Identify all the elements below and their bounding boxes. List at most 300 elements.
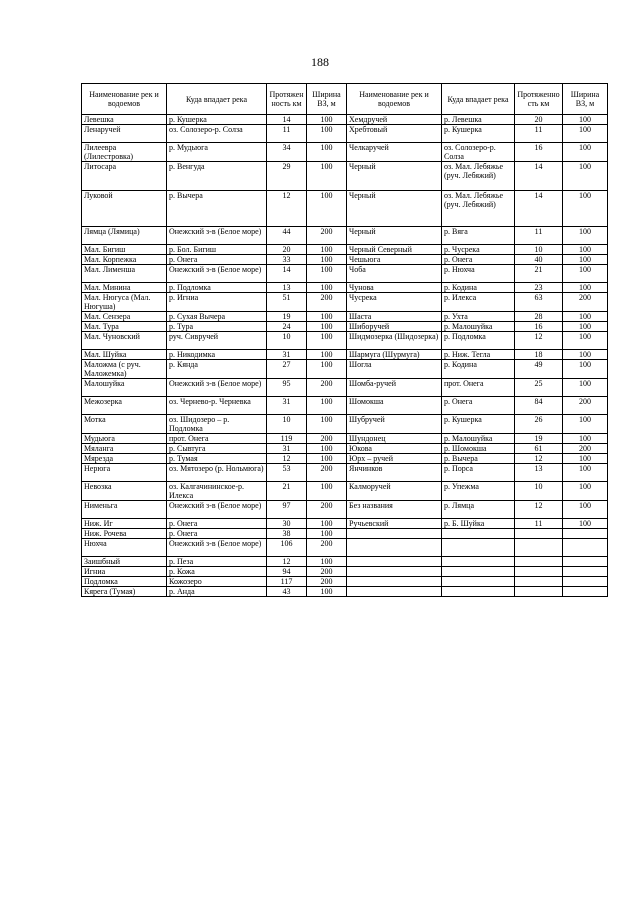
right-flows-into: оз. Мал. Лебяжье (руч. Лебяжий) [442, 191, 515, 227]
left-river-name: Межозерка [82, 397, 167, 415]
right-length-km [515, 529, 563, 539]
left-length-km: 117 [267, 577, 307, 587]
right-length-km: 18 [515, 350, 563, 360]
right-river-name: Калморучей [347, 482, 442, 501]
right-length-km: 49 [515, 360, 563, 379]
left-flows-into: р. Игниа [167, 293, 267, 312]
left-flows-into: р. Никодимка [167, 350, 267, 360]
right-width-m: 100 [563, 162, 608, 191]
left-width-m: 200 [307, 539, 347, 557]
table-row [82, 444, 608, 454]
left-length-km: 29 [267, 162, 307, 191]
header-length: Протяженность км [267, 84, 307, 115]
table-row [82, 529, 608, 539]
rivers-table [81, 83, 608, 597]
left-width-m: 200 [307, 464, 347, 482]
right-river-name: Черный [347, 227, 442, 245]
right-width-m: 200 [563, 397, 608, 415]
left-width-m: 200 [307, 501, 347, 519]
right-river-name: Чусрека [347, 293, 442, 312]
left-length-km: 27 [267, 360, 307, 379]
left-width-m: 100 [307, 360, 347, 379]
right-flows-into: р. Онега [442, 397, 515, 415]
left-width-m: 200 [307, 577, 347, 587]
left-flows-into: Онежский з-в (Белое море) [167, 379, 267, 397]
table-row [82, 332, 608, 350]
table-row [82, 454, 608, 464]
right-length-km: 11 [515, 125, 563, 143]
right-river-name: Шаста [347, 312, 442, 322]
right-width-m: 100 [563, 115, 608, 125]
left-river-name: Мудьюга [82, 434, 167, 444]
right-flows-into [442, 587, 515, 597]
right-width-m [563, 567, 608, 577]
right-river-name: Шогла [347, 360, 442, 379]
left-river-name: Ленаручей [82, 125, 167, 143]
table-header-row [82, 84, 608, 115]
header-width: Ширина ВЗ, м [307, 84, 347, 115]
left-flows-into: р. Мудьюга [167, 143, 267, 162]
right-flows-into [442, 577, 515, 587]
left-river-name: Ниж. Иг [82, 519, 167, 529]
header-flows-into: Куда впадает река [167, 84, 267, 115]
left-length-km: 44 [267, 227, 307, 245]
table-row [82, 539, 608, 557]
right-flows-into: р. Чусрека [442, 245, 515, 255]
right-flows-into: р. Кушерка [442, 125, 515, 143]
table-row [82, 482, 608, 501]
left-width-m: 100 [307, 162, 347, 191]
table-row [82, 227, 608, 245]
left-river-name: Игниа [82, 567, 167, 577]
left-width-m: 100 [307, 529, 347, 539]
right-river-name: Черный Северный [347, 245, 442, 255]
left-flows-into: Онежский з-в (Белое море) [167, 265, 267, 283]
left-river-name: Лямца (Лямица) [82, 227, 167, 245]
right-width-m: 100 [563, 143, 608, 162]
left-length-km: 95 [267, 379, 307, 397]
right-length-km: 26 [515, 415, 563, 434]
table-row [82, 125, 608, 143]
right-width-m: 200 [563, 293, 608, 312]
left-river-name: Подломка [82, 577, 167, 587]
left-width-m: 100 [307, 115, 347, 125]
table-row [82, 255, 608, 265]
right-flows-into: р. Б. Шуйка [442, 519, 515, 529]
table-row [82, 143, 608, 162]
right-flows-into: р. Кодина [442, 283, 515, 293]
left-width-m: 200 [307, 379, 347, 397]
right-river-name: Шундонец [347, 434, 442, 444]
right-river-name [347, 529, 442, 539]
right-river-name: Юкова [347, 444, 442, 454]
left-flows-into: оз. Мятозеро (р. Нольмюга) [167, 464, 267, 482]
left-flows-into: р. Кянда [167, 360, 267, 379]
left-river-name: Малошуйка [82, 379, 167, 397]
right-length-km: 40 [515, 255, 563, 265]
header-name: Наименование рек и водоемов [347, 84, 442, 115]
right-width-m: 100 [563, 501, 608, 519]
right-width-m: 100 [563, 125, 608, 143]
left-width-m: 200 [307, 293, 347, 312]
right-length-km [515, 539, 563, 557]
left-width-m: 100 [307, 322, 347, 332]
left-length-km: 119 [267, 434, 307, 444]
right-river-name: Шомба-ручей [347, 379, 442, 397]
left-flows-into: р. Сухая Вычера [167, 312, 267, 322]
table-row [82, 397, 608, 415]
right-river-name: Шиборучей [347, 322, 442, 332]
left-river-name: Нюхча [82, 539, 167, 557]
right-width-m: 200 [563, 444, 608, 454]
right-river-name [347, 557, 442, 567]
right-length-km: 12 [515, 332, 563, 350]
left-flows-into: р. Кожа [167, 567, 267, 577]
right-river-name: Шидмозерка (Шидозерка) [347, 332, 442, 350]
right-width-m: 100 [563, 434, 608, 444]
right-flows-into [442, 567, 515, 577]
left-length-km: 14 [267, 265, 307, 283]
left-length-km: 31 [267, 397, 307, 415]
left-width-m: 100 [307, 143, 347, 162]
right-length-km: 10 [515, 245, 563, 255]
left-flows-into: р. Онега [167, 519, 267, 529]
left-length-km: 94 [267, 567, 307, 577]
right-width-m: 100 [563, 415, 608, 434]
left-river-name: Мотка [82, 415, 167, 434]
left-river-name: Ниж. Рочева [82, 529, 167, 539]
right-length-km [515, 567, 563, 577]
table-row [82, 265, 608, 283]
left-river-name: Заишбный [82, 557, 167, 567]
left-river-name: Мал. Нюгуса (Мал. Нюгуша) [82, 293, 167, 312]
right-length-km: 14 [515, 191, 563, 227]
right-flows-into: р. Ухта [442, 312, 515, 322]
right-river-name: Без названия [347, 501, 442, 519]
right-length-km: 16 [515, 143, 563, 162]
right-river-name: Хребтовый [347, 125, 442, 143]
right-length-km: 21 [515, 265, 563, 283]
right-length-km: 63 [515, 293, 563, 312]
right-river-name: Ручьевский [347, 519, 442, 529]
right-length-km: 16 [515, 322, 563, 332]
right-width-m [563, 557, 608, 567]
right-width-m: 100 [563, 255, 608, 265]
right-flows-into [442, 529, 515, 539]
table-row [82, 283, 608, 293]
right-flows-into: р. Упежма [442, 482, 515, 501]
right-width-m: 100 [563, 350, 608, 360]
table-row [82, 567, 608, 577]
right-river-name: Челкаручей [347, 143, 442, 162]
left-flows-into: р. Тура [167, 322, 267, 332]
left-length-km: 43 [267, 587, 307, 597]
left-river-name: Лилеевра (Лилестровка) [82, 143, 167, 162]
left-length-km: 97 [267, 501, 307, 519]
table-row [82, 587, 608, 597]
right-length-km [515, 577, 563, 587]
right-length-km: 28 [515, 312, 563, 322]
right-flows-into: р. Нюхча [442, 265, 515, 283]
right-length-km: 14 [515, 162, 563, 191]
left-flows-into: оз. Калгачининское-р. Илекса [167, 482, 267, 501]
left-flows-into: р. Венгуда [167, 162, 267, 191]
left-width-m: 100 [307, 312, 347, 322]
left-flows-into: руч. Сивручей [167, 332, 267, 350]
right-width-m [563, 529, 608, 539]
table-row [82, 501, 608, 519]
right-river-name: Шубручей [347, 415, 442, 434]
left-river-name: Мярезда [82, 454, 167, 464]
left-river-name: Мал. Бигиш [82, 245, 167, 255]
right-flows-into [442, 539, 515, 557]
left-length-km: 19 [267, 312, 307, 322]
left-width-m: 100 [307, 191, 347, 227]
right-width-m: 100 [563, 227, 608, 245]
right-river-name: Шомокша [347, 397, 442, 415]
table-row [82, 191, 608, 227]
table-row [82, 577, 608, 587]
right-width-m: 100 [563, 191, 608, 227]
right-length-km: 23 [515, 283, 563, 293]
table-row [82, 379, 608, 397]
left-width-m: 100 [307, 557, 347, 567]
left-river-name: Мал. Лименша [82, 265, 167, 283]
left-river-name: Левешка [82, 115, 167, 125]
right-length-km: 61 [515, 444, 563, 454]
right-river-name: Чоба [347, 265, 442, 283]
right-length-km: 11 [515, 227, 563, 245]
right-width-m: 100 [563, 454, 608, 464]
right-length-km [515, 557, 563, 567]
right-river-name [347, 577, 442, 587]
left-flows-into: р. Тумая [167, 454, 267, 464]
right-river-name: Хемдручей [347, 115, 442, 125]
left-river-name: Кярега (Тумая) [82, 587, 167, 597]
right-width-m: 100 [563, 332, 608, 350]
table-row [82, 293, 608, 312]
left-river-name: Мал. Чуновский [82, 332, 167, 350]
right-width-m: 100 [563, 482, 608, 501]
right-width-m: 100 [563, 519, 608, 529]
left-flows-into: оз. Солозеро-р. Солза [167, 125, 267, 143]
left-width-m: 100 [307, 283, 347, 293]
table-row [82, 360, 608, 379]
right-flows-into: р. Малошуйка [442, 322, 515, 332]
right-river-name [347, 587, 442, 597]
right-river-name: Шармуга (Шурмуга) [347, 350, 442, 360]
left-river-name: Луковой [82, 191, 167, 227]
right-river-name: Чешьюга [347, 255, 442, 265]
left-width-m: 100 [307, 519, 347, 529]
right-river-name: Черный [347, 162, 442, 191]
left-length-km: 24 [267, 322, 307, 332]
left-length-km: 34 [267, 143, 307, 162]
left-length-km: 106 [267, 539, 307, 557]
table-row [82, 322, 608, 332]
left-width-m: 100 [307, 350, 347, 360]
right-river-name: Юрх – ручей [347, 454, 442, 464]
right-length-km: 12 [515, 454, 563, 464]
left-flows-into: Онежский з-в (Белое море) [167, 501, 267, 519]
right-width-m [563, 577, 608, 587]
left-width-m: 100 [307, 255, 347, 265]
left-length-km: 12 [267, 454, 307, 464]
right-river-name: Янчинков [347, 464, 442, 482]
right-length-km: 20 [515, 115, 563, 125]
right-river-name [347, 539, 442, 557]
right-river-name: Черный [347, 191, 442, 227]
right-width-m: 100 [563, 360, 608, 379]
right-length-km: 25 [515, 379, 563, 397]
left-width-m: 100 [307, 587, 347, 597]
left-length-km: 20 [267, 245, 307, 255]
left-flows-into: Онежский з-в (Белое море) [167, 227, 267, 245]
left-width-m: 100 [307, 415, 347, 434]
header-width: Ширина ВЗ, м [563, 84, 608, 115]
table-row [82, 115, 608, 125]
right-flows-into: р. Порса [442, 464, 515, 482]
left-width-m: 200 [307, 567, 347, 577]
left-width-m: 100 [307, 245, 347, 255]
left-flows-into: р. Бол. Бигиш [167, 245, 267, 255]
left-flows-into: р. Кушерка [167, 115, 267, 125]
left-length-km: 12 [267, 191, 307, 227]
left-flows-into: оз. Шидозеро – р. Подломка [167, 415, 267, 434]
left-width-m: 100 [307, 444, 347, 454]
right-width-m: 100 [563, 265, 608, 283]
left-length-km: 30 [267, 519, 307, 529]
left-flows-into: Кожозеро [167, 577, 267, 587]
left-length-km: 11 [267, 125, 307, 143]
page-number: 188 [311, 55, 329, 69]
table-row [82, 557, 608, 567]
right-width-m [563, 587, 608, 597]
left-length-km: 10 [267, 415, 307, 434]
right-width-m [563, 539, 608, 557]
right-length-km: 11 [515, 519, 563, 529]
left-length-km: 51 [267, 293, 307, 312]
left-flows-into: оз. Чернево-р. Черневка [167, 397, 267, 415]
left-width-m: 100 [307, 265, 347, 283]
left-length-km: 14 [267, 115, 307, 125]
left-river-name: Мяланга [82, 444, 167, 454]
right-flows-into: р. Кушерка [442, 415, 515, 434]
left-length-km: 53 [267, 464, 307, 482]
left-length-km: 13 [267, 283, 307, 293]
right-length-km [515, 587, 563, 597]
table-row [82, 245, 608, 255]
left-width-m: 200 [307, 434, 347, 444]
right-flows-into: оз. Солозеро-р. Солза [442, 143, 515, 162]
left-flows-into: р. Онега [167, 255, 267, 265]
right-flows-into: р. Ниж. Тегла [442, 350, 515, 360]
right-length-km: 12 [515, 501, 563, 519]
left-flows-into: р. Онега [167, 529, 267, 539]
left-width-m: 100 [307, 454, 347, 464]
right-length-km: 19 [515, 434, 563, 444]
left-river-name: Мал. Минина [82, 283, 167, 293]
right-river-name [347, 567, 442, 577]
left-flows-into: р. Подломка [167, 283, 267, 293]
table-row [82, 464, 608, 482]
table-row [82, 312, 608, 322]
right-width-m: 100 [563, 245, 608, 255]
left-width-m: 100 [307, 482, 347, 501]
left-river-name: Мал. Шуйка [82, 350, 167, 360]
left-flows-into: р. Анда [167, 587, 267, 597]
right-flows-into: р. Илекса [442, 293, 515, 312]
right-width-m: 100 [563, 283, 608, 293]
header-name: Наименование рек и водоемов [82, 84, 167, 115]
right-flows-into: р. Онега [442, 255, 515, 265]
left-river-name: Нименьга [82, 501, 167, 519]
left-flows-into: р. Сывтуга [167, 444, 267, 454]
left-river-name: Мал. Сензера [82, 312, 167, 322]
right-flows-into: р. Вычера [442, 454, 515, 464]
right-width-m: 100 [563, 312, 608, 322]
left-length-km: 33 [267, 255, 307, 265]
left-length-km: 10 [267, 332, 307, 350]
right-length-km: 13 [515, 464, 563, 482]
right-width-m: 100 [563, 464, 608, 482]
left-length-km: 12 [267, 557, 307, 567]
left-width-m: 100 [307, 332, 347, 350]
left-width-m: 200 [307, 227, 347, 245]
left-river-name: Мал. Тура [82, 322, 167, 332]
right-flows-into: оз. Мал. Лебяжье (руч. Лебяжий) [442, 162, 515, 191]
left-length-km: 38 [267, 529, 307, 539]
right-length-km: 84 [515, 397, 563, 415]
right-flows-into: р. Вяга [442, 227, 515, 245]
header-flows-into: Куда впадает река [442, 84, 515, 115]
left-flows-into: Онежский з-в (Белое море) [167, 539, 267, 557]
table-row [82, 415, 608, 434]
right-river-name: Чунова [347, 283, 442, 293]
right-flows-into: р. Шомокша [442, 444, 515, 454]
left-flows-into: р. Вычера [167, 191, 267, 227]
left-river-name: Мал. Корпежка [82, 255, 167, 265]
left-width-m: 100 [307, 397, 347, 415]
left-length-km: 21 [267, 482, 307, 501]
right-flows-into: р. Кодина [442, 360, 515, 379]
right-length-km: 10 [515, 482, 563, 501]
table-row [82, 519, 608, 529]
left-flows-into: р. Пеза [167, 557, 267, 567]
right-flows-into: р. Малошуйка [442, 434, 515, 444]
table-body [82, 115, 608, 597]
right-flows-into: р. Подломка [442, 332, 515, 350]
left-width-m: 100 [307, 125, 347, 143]
left-river-name: Невозка [82, 482, 167, 501]
table-row [82, 350, 608, 360]
right-width-m: 100 [563, 322, 608, 332]
header-length: Протяженность км [515, 84, 563, 115]
right-flows-into: р. Левешка [442, 115, 515, 125]
left-length-km: 31 [267, 350, 307, 360]
right-flows-into: р. Лямца [442, 501, 515, 519]
left-flows-into: прот. Онега [167, 434, 267, 444]
table-row [82, 434, 608, 444]
right-flows-into: прот. Онега [442, 379, 515, 397]
left-river-name: Литосара [82, 162, 167, 191]
right-flows-into [442, 557, 515, 567]
left-river-name: Нерюга [82, 464, 167, 482]
left-length-km: 31 [267, 444, 307, 454]
left-river-name: Маложма (с руч. Маложемка) [82, 360, 167, 379]
table-row [82, 162, 608, 191]
right-width-m: 100 [563, 379, 608, 397]
